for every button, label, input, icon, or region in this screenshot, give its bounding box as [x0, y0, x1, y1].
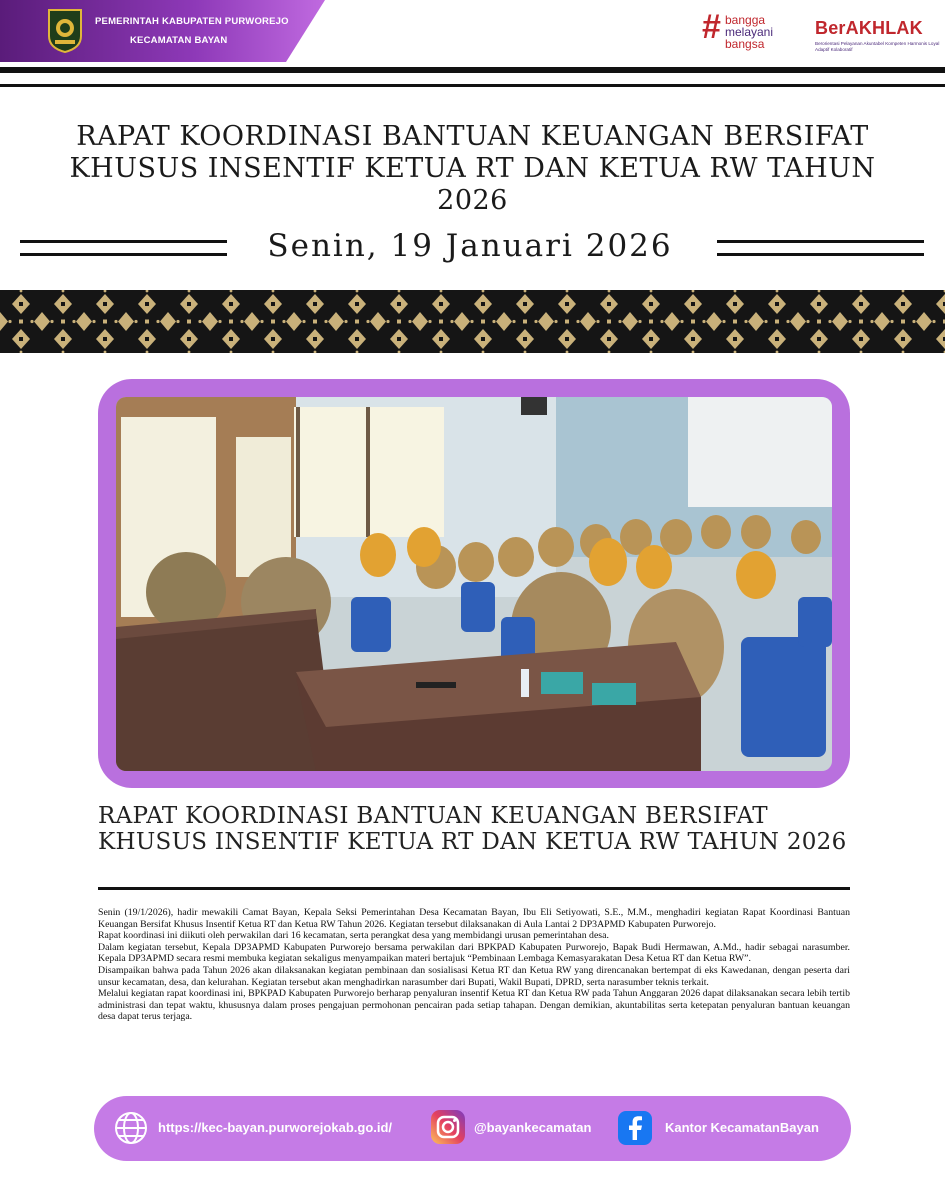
bangga-melayani-bangsa-logo: bangga melayani bangsa: [725, 13, 774, 51]
batik-pattern-band: [0, 290, 945, 353]
header-divider-thin: [0, 84, 945, 87]
page-title: RAPAT KOORDINASI BANTUAN KEUANGAN BERSIFAT KHUSUS INSENTIF KETUA RT DAN KETUA RW TAHUN 2026: [69, 121, 876, 216]
regency-crest-logo: [45, 6, 85, 54]
body-paragraph: Senin (19/1/2026), hadir mewakili Camat Bayan, Kepala Seksi Pemerintahan Desa Kecamatan Bayan, Ibu Eli Setiyowati, S.E., M.M., menghadiri kegiatan Rapat Koordinasi Bantuan Keuangan Bersifat Khusus Insentif Ketua RT dan Ketua RW Tahun 2026. Kegiatan tersebut dilaksanakan di Aula Lantai 2 DP3APMD Kabupaten Purworejo.: [98, 907, 850, 930]
date-rule-left-1: [20, 240, 227, 243]
date-rule-right-2: [717, 253, 924, 256]
facebook-link[interactable]: Kantor KecamatanBayan: [665, 1120, 819, 1135]
berakhlak-logo: BerAKHLAK: [815, 18, 923, 38]
header-divider-thick: [0, 67, 945, 73]
district-name: KECAMATAN BAYAN: [130, 35, 228, 46]
facebook-icon[interactable]: [617, 1110, 653, 1146]
bangga-melayani-hash-logo: #: [702, 8, 721, 46]
body-paragraph: Rapat koordinasi ini diikuti oleh perwakilan dari 16 kecamatan, serta perangkat desa yang membidangi urusan pemerintahan desa.: [98, 930, 609, 942]
body-paragraph: Disampaikan bahwa pada Tahun 2026 akan dilaksanakan kegiatan pembinaan dan sosialisasi Ketua RT dan Ketua RW yang direncanakan bertempat di eks Kawedanan, dengan peserta dari unsur kecamatan, desa, dan kelurahan. Kegiatan tersebut akan menghadirkan narasumber dari Bupati, Wakil Bupati, DPRD, serta narasumber teknis terkait.: [98, 964, 850, 988]
instagram-icon[interactable]: [430, 1109, 466, 1145]
date-rule-left-2: [20, 253, 227, 256]
meeting-photo: [116, 397, 832, 771]
article-body: [98, 907, 850, 1023]
website-link[interactable]: https://kec-bayan.purworejokab.go.id/: [158, 1120, 393, 1135]
body-paragraph: Dalam kegiatan tersebut, Kepala DP3APMD Kabupaten Purworejo bersama perwakilan dari BPKPAD Kabupaten Purworejo, Bapak Budi Hermawan, A.Md., hadir sebagai narasumber. Kepala DP3APMD secara resmi membuka kegiatan sekaligus menyampaikan materi bertajuk “Pembinaan Lembaga Kemasyarakatan Desa Ketua RT dan Ketua RW”.: [98, 941, 850, 965]
instagram-link[interactable]: @bayankecamatan: [474, 1120, 592, 1135]
government-name: PEMERINTAH KABUPATEN PURWOREJO: [95, 16, 289, 27]
event-date: Senin, 19 Januari 2026: [267, 228, 673, 264]
caption-divider: [98, 887, 850, 890]
photo-caption: RAPAT KOORDINASI BANTUAN KEUANGAN BERSIFAT KHUSUS INSENTIF KETUA RT DAN KETUA RW TAHUN 2026: [98, 803, 847, 855]
body-paragraph: Melalui kegiatan rapat koordinasi ini, BPKPAD Kabupaten Purworejo berharap penyaluran insentif Ketua RT dan Ketua RW pada Tahun Anggaran 2026 dapat dilaksanakan secara lebih tertib administrasi dan tepat waktu, khususnya dalam proses pengajuan permohonan pencairan pada setiap tahapan. Dengan demikian, akuntabilitas serta ketepatan penyaluran bantuan keuangan desa dapat terus terjaga.: [98, 988, 850, 1023]
berakhlak-tagline: Berorientasi Pelayanan Akuntabel Kompeten Harmonis Loyal Adaptif Kolaboratif: [815, 41, 940, 52]
date-rule-right-1: [717, 240, 924, 243]
globe-icon: [113, 1110, 149, 1146]
